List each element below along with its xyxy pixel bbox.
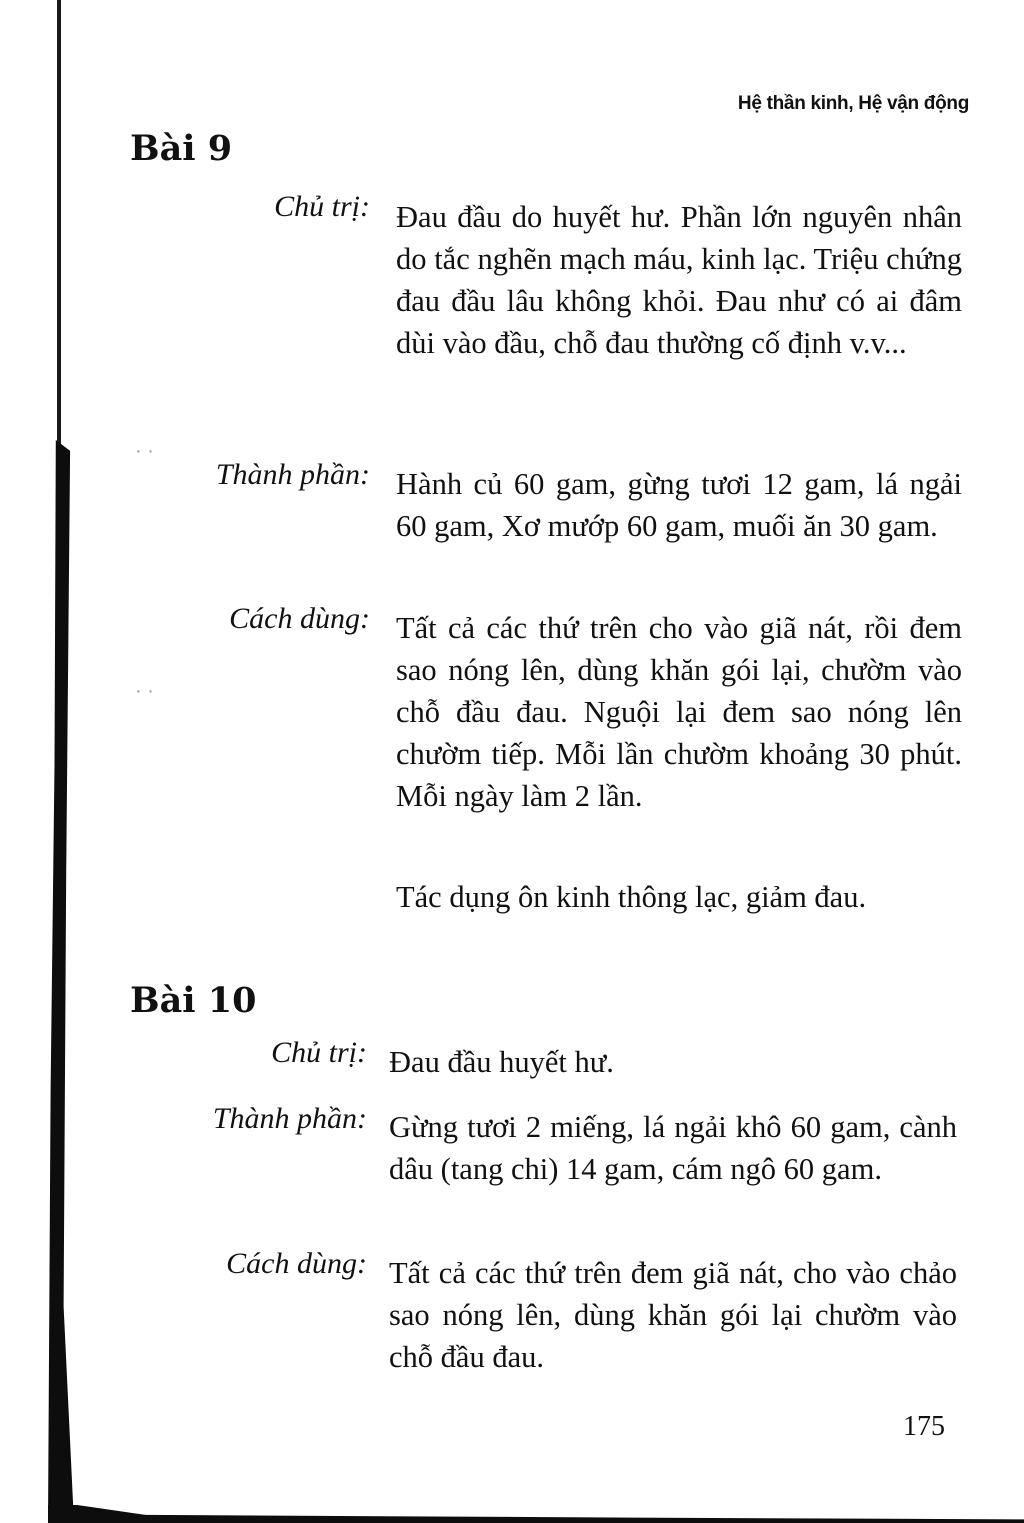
indications-text: Đau đầu do huyết hư. Phần lớn nguyên nhân do tắc nghẽn mạch máu, kinh lạc. Triệu chứng đau đầu lâu không khỏi. Đau như có ai đâm dùi vào đầu, chỗ đau thường cố định v.v... <box>396 200 962 360</box>
usage-text: Tất cả các thứ trên đem giã nát, cho vào chảo sao nóng lên, dùng khăn gói lại chườm vào chỗ đầu đau. <box>389 1256 957 1374</box>
ingredients-text: Hành củ 60 gam, gừng tươi 12 gam, lá ngải 60 gam, Xơ mướp 60 gam, muối ăn 30 gam. <box>396 467 962 543</box>
page-binding-edge-top <box>57 0 61 445</box>
lesson-title: Bài 9 <box>130 128 233 169</box>
indications-label: Chủ trị: <box>271 1036 367 1069</box>
ingredients-text: Gừng tươi 2 miếng, lá ngải khô 60 gam, cành dâu (tang chi) 14 gam, cám ngô 60 gam. <box>389 1110 957 1186</box>
usage-text: Tất cả các thứ trên cho vào giã nát, rồi đem sao nóng lên, dùng khăn gói lại, chườm vào chỗ đầu đau. Nguội lại đem sao nóng lên chườm tiếp. Mỗi lần chườm khoảng 30 phút. Mỗi ngày làm 2 lần. <box>396 611 962 813</box>
ingredients-label: Thành phần: <box>215 458 370 491</box>
lesson-title: Bài 10 <box>130 980 257 1021</box>
page-bottom-edge <box>48 1505 1024 1523</box>
usage-label: Cách dùng: <box>226 1247 367 1280</box>
page-binding-edge <box>48 440 74 1523</box>
usage-label: Cách dùng: <box>229 602 370 635</box>
running-header: Hệ thần kinh, Hệ vận động <box>737 93 969 114</box>
indications-label: Chủ trị: <box>274 190 370 223</box>
indications-text: Đau đầu huyết hư. <box>389 1045 614 1079</box>
bleed-through-mark: · · <box>135 440 154 462</box>
bleed-through-mark: · · <box>135 680 154 702</box>
ingredients-label: Thành phần: <box>212 1102 367 1135</box>
effect-text: Tác dụng ôn kinh thông lạc, giảm đau. <box>396 880 867 914</box>
page-number: 175 <box>903 1411 945 1442</box>
